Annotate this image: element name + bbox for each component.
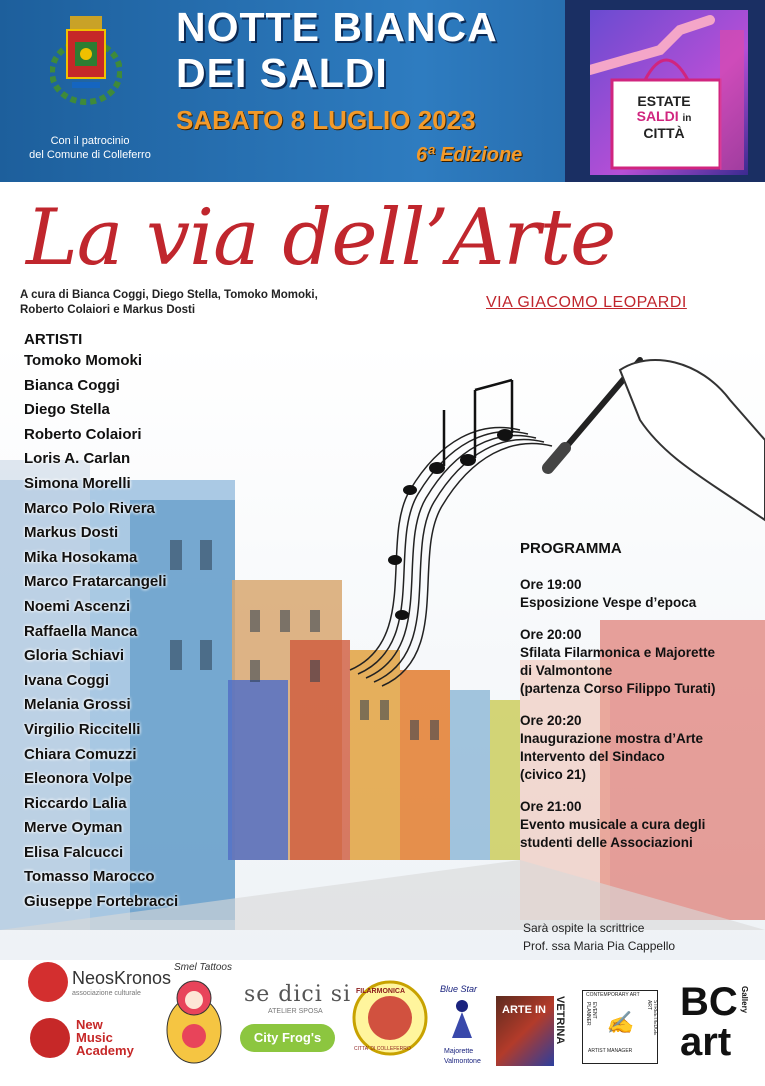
patronage-line-2: del Comune di Colleferro bbox=[29, 149, 151, 161]
patronage-text bbox=[18, 134, 162, 162]
guest-note bbox=[523, 919, 675, 955]
event-title: La via dell’Arte bbox=[26, 193, 616, 283]
cityfrog-logo: City Frog's bbox=[240, 1024, 335, 1052]
artist-name: Elisa Falcucci bbox=[24, 843, 124, 861]
neoskronos-logo-icon bbox=[28, 962, 68, 1002]
bluestar-name: Blue Star bbox=[440, 984, 478, 994]
program-event bbox=[520, 712, 760, 784]
neoskronos-name: NeosKronos bbox=[72, 968, 172, 988]
artist-name: Gloria Schiavi bbox=[24, 647, 125, 665]
event-time: Ore 19:00 bbox=[520, 577, 582, 592]
artist-name: Merve Oyman bbox=[24, 819, 123, 837]
bag-line-3: CITTÀ bbox=[643, 125, 685, 141]
nma-line-1: New bbox=[76, 1017, 103, 1032]
signature-icon: ✍ bbox=[606, 1010, 634, 1035]
event-desc: di Valmontone bbox=[520, 663, 613, 678]
street-art-label: STREET/EDGE ART bbox=[646, 1000, 658, 1036]
artists-heading: ARTISTI bbox=[24, 331, 83, 348]
guest-line-1: Sarà ospite la scrittrice bbox=[523, 921, 645, 935]
credits-line-2: Roberto Colaiori e Markus Dosti bbox=[20, 304, 196, 316]
event-desc: Intervento del Sindaco bbox=[520, 749, 665, 764]
artist-name: Chiara Comuzzi bbox=[24, 745, 137, 763]
matryoshka-doll-icon bbox=[164, 974, 224, 1064]
banner-title-line-1: NOTTE BIANCA bbox=[176, 4, 498, 50]
event-desc: studenti delle Associazioni bbox=[520, 835, 693, 850]
event-desc: (civico 21) bbox=[520, 767, 587, 782]
event-time: Ore 20:00 bbox=[520, 627, 582, 642]
nma-line-3: Academy bbox=[76, 1043, 134, 1058]
artists-section bbox=[24, 331, 254, 915]
banner-title-line-2: DEI SALDI bbox=[176, 50, 388, 96]
event-planner-label: EVENT PLANNER bbox=[585, 1002, 597, 1026]
vetrina-label: VETRINA bbox=[554, 996, 566, 1045]
filarmonica-sub: CITTA' DI COLLEFERRO bbox=[354, 1046, 411, 1052]
artist-name: Riccardo Lalia bbox=[24, 794, 127, 812]
artist-name: Ivana Coggi bbox=[24, 671, 110, 689]
event-desc: (partenza Corso Filippo Turati) bbox=[520, 681, 716, 696]
artist-name: Noemi Ascenzi bbox=[24, 597, 131, 615]
artist-name: Eleonora Volpe bbox=[24, 770, 133, 788]
filarmonica-name: FILARMONICA bbox=[356, 988, 405, 995]
event-desc: Sfilata Filarmonica e Majorette bbox=[520, 645, 716, 660]
event-desc: Esposizione Vespe d’epoca bbox=[520, 595, 697, 610]
majorette-label: Majorette bbox=[444, 1048, 474, 1055]
contemporary-label: CONTEMPORARY ART bbox=[586, 992, 640, 998]
curators-credits bbox=[20, 288, 380, 318]
tattoo-name: Smel Tattoos bbox=[174, 962, 232, 973]
sedicisi-sub: ATELIER SPOSA bbox=[268, 1008, 323, 1015]
street-art-wrap bbox=[646, 1000, 658, 1046]
colleferro-crest-icon bbox=[50, 12, 122, 112]
artist-name: Raffaella Manca bbox=[24, 622, 138, 640]
program-section bbox=[520, 540, 760, 866]
artist-manager-label: ARTIST MANAGER bbox=[588, 1048, 633, 1054]
sedicisi-name: se dici si bbox=[244, 982, 352, 1007]
event-desc: Inaugurazione mostra d’Arte bbox=[520, 731, 704, 746]
bc-logo-text: BC bbox=[680, 980, 738, 1024]
artist-name: Markus Dosti bbox=[24, 524, 119, 542]
artist-name: Mika Hosokama bbox=[24, 548, 138, 566]
gallery-wrap bbox=[740, 986, 752, 1026]
majorette-figure-icon bbox=[444, 998, 480, 1046]
street-name: VIA GIACOMO LEOPARDI bbox=[486, 294, 687, 311]
estate-saldi-text bbox=[618, 94, 710, 141]
artist-name: Roberto Colaiori bbox=[24, 425, 142, 443]
banner-date: SABATO 8 LUGLIO 2023 bbox=[176, 105, 476, 135]
guest-line-2: Prof. ssa Maria Pia Cappello bbox=[523, 939, 676, 953]
bag-line-1: ESTATE bbox=[637, 93, 691, 109]
artist-name: Virgilio Riccitelli bbox=[24, 720, 141, 738]
artist-name: Bianca Coggi bbox=[24, 376, 120, 394]
artist-name: Tomasso Marocco bbox=[24, 868, 155, 886]
artist-name: Giuseppe Fortebracci bbox=[24, 893, 179, 911]
program-event bbox=[520, 626, 760, 698]
program-event bbox=[520, 576, 760, 612]
arte-in-label: ARTE IN bbox=[502, 1004, 546, 1016]
sponsor-logos bbox=[0, 960, 765, 1086]
art-logo-text: art bbox=[680, 1020, 732, 1064]
new-music-academy-name bbox=[76, 1018, 134, 1057]
credits-line-1: A cura di Bianca Coggi, Diego Stella, Tomoko Momoki, bbox=[20, 289, 318, 301]
new-music-academy-icon bbox=[30, 1018, 70, 1058]
event-time: Ore 20:20 bbox=[520, 713, 582, 728]
nma-line-2: Music bbox=[76, 1030, 113, 1045]
artist-name: Simona Morelli bbox=[24, 474, 131, 492]
event-planner-wrap bbox=[585, 1002, 597, 1042]
artist-name: Loris A. Carlan bbox=[24, 450, 131, 468]
artist-name: Marco Fratarcangeli bbox=[24, 573, 167, 591]
bag-saldi: SALDI bbox=[636, 108, 679, 124]
program-heading: PROGRAMMA bbox=[520, 540, 622, 557]
banner-edition: 6ª Edizione bbox=[416, 144, 523, 166]
artist-name: Diego Stella bbox=[24, 401, 110, 419]
vetrina-label-wrap bbox=[554, 996, 570, 1066]
patronage-line-1: Con il patrocinio bbox=[50, 135, 130, 147]
bag-in: in bbox=[682, 113, 692, 124]
program-event bbox=[520, 798, 760, 852]
artists-list bbox=[24, 349, 254, 915]
event-time: Ore 21:00 bbox=[520, 799, 582, 814]
neoskronos-sub: associazione culturale bbox=[72, 990, 141, 997]
event-desc: Evento musicale a cura degli bbox=[520, 817, 706, 832]
gallery-label: Gallery bbox=[740, 986, 749, 1014]
artist-name: Melania Grossi bbox=[24, 696, 131, 714]
artist-name: Marco Polo Rivera bbox=[24, 499, 155, 517]
artist-name: Tomoko Momoki bbox=[24, 352, 143, 369]
valmontone-label: Valmontone bbox=[444, 1058, 481, 1065]
bag-line-2 bbox=[618, 109, 710, 126]
